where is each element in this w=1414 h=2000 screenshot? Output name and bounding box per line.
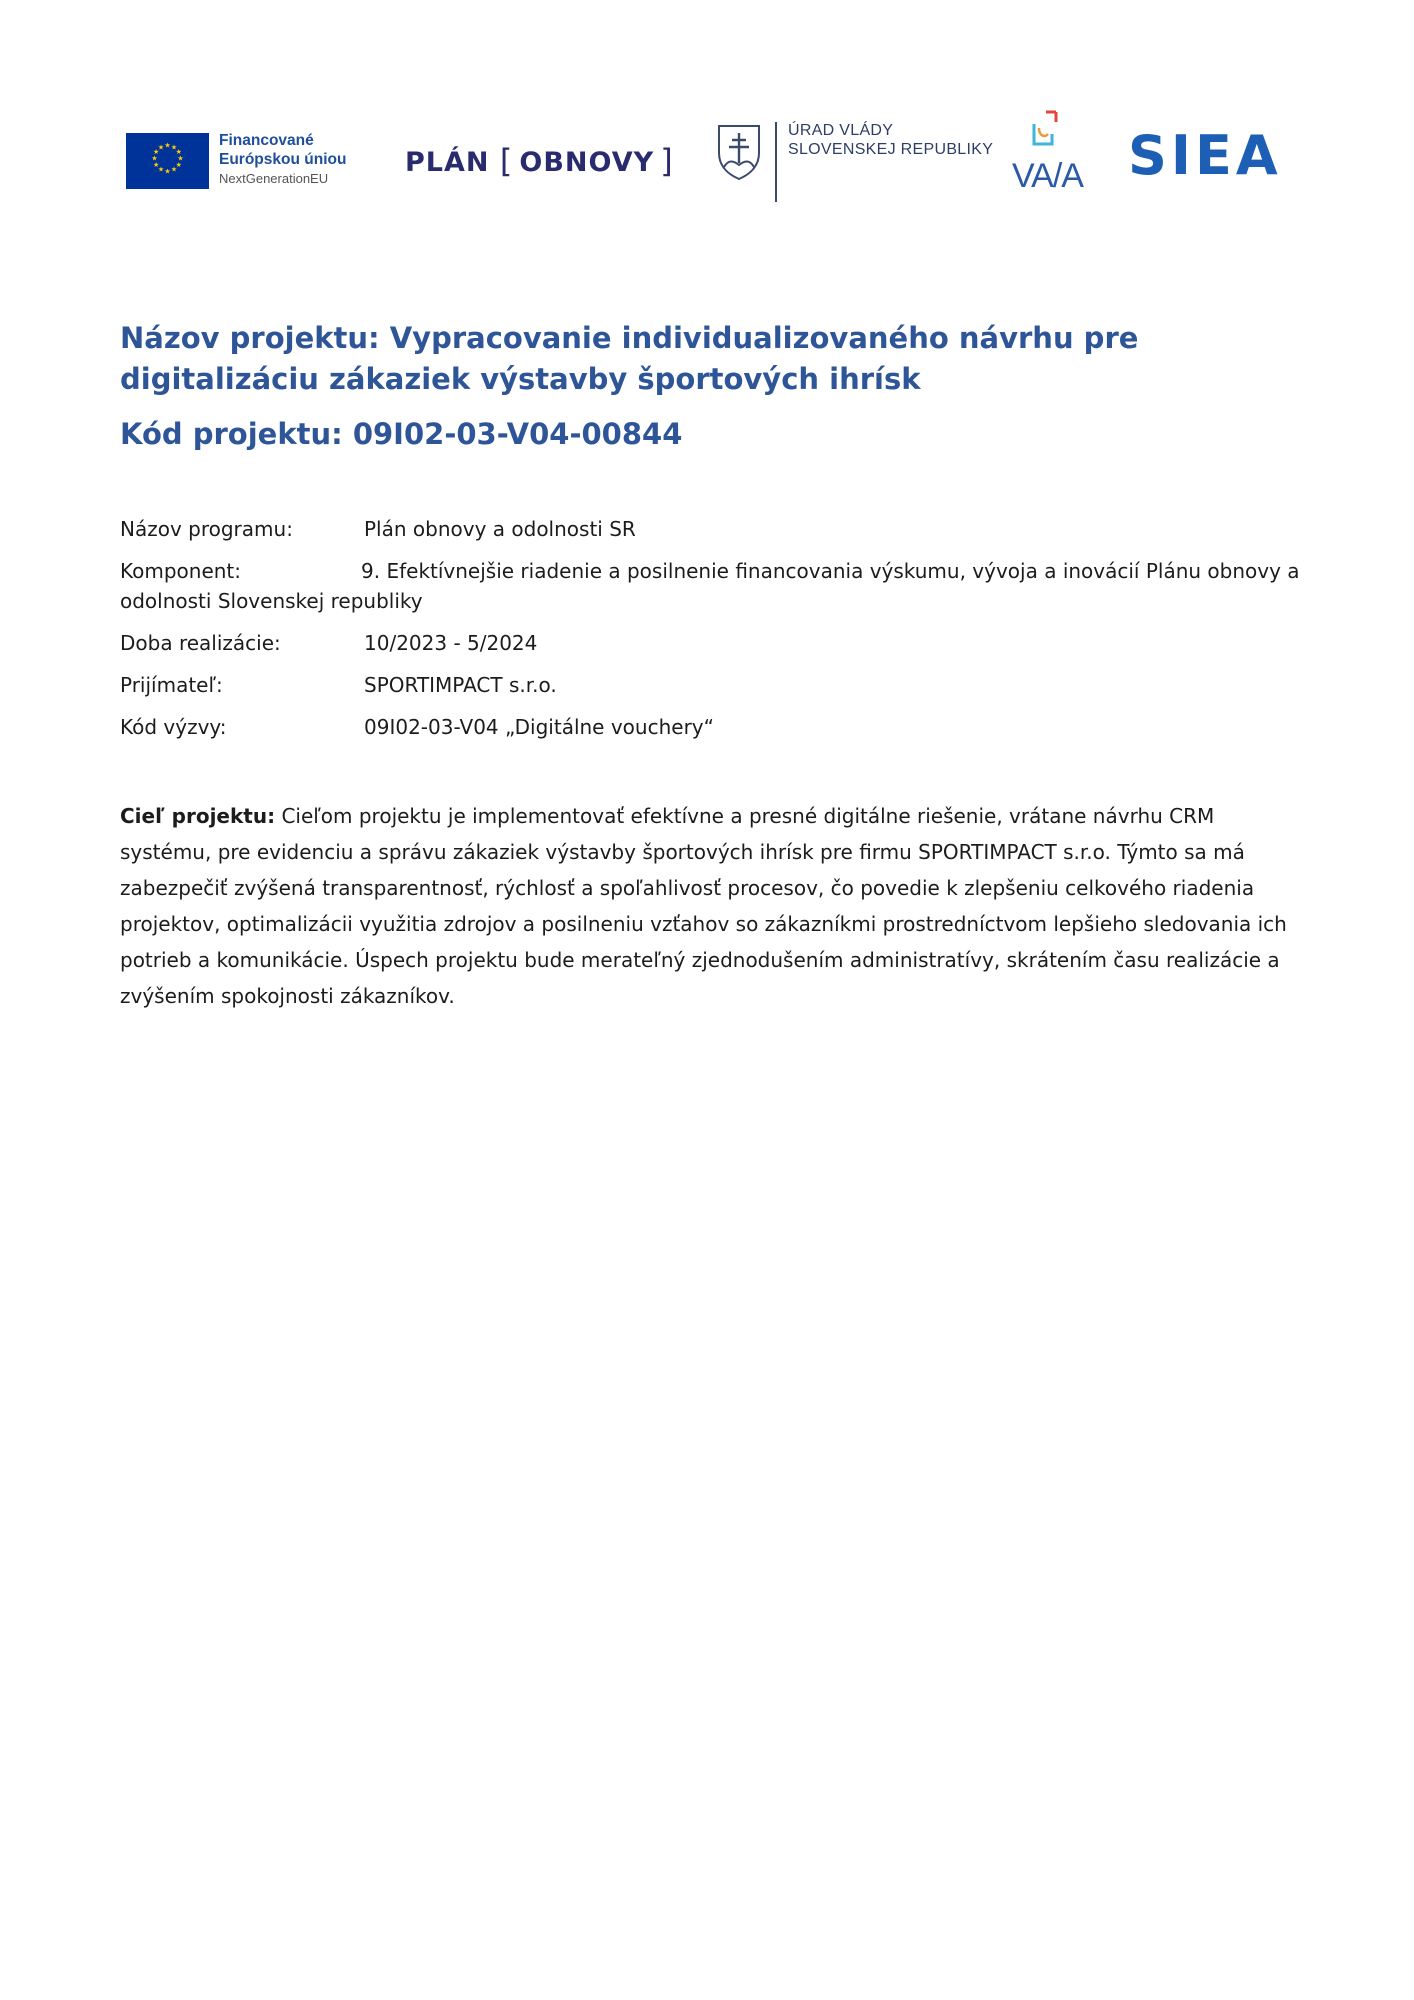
svg-text:★: ★ xyxy=(177,154,184,163)
project-info-list xyxy=(120,514,1300,754)
plan-logo-left: PLÁN xyxy=(405,147,490,178)
svg-text:★: ★ xyxy=(153,148,160,156)
title-block xyxy=(120,318,1300,455)
eu-flag-svg xyxy=(126,133,209,189)
info-row-program xyxy=(120,514,1300,544)
svg-text:★: ★ xyxy=(157,165,165,174)
info-row-recipient xyxy=(120,670,1300,700)
info-value: 09I02-03-V04 „Digitálne vouchery“ xyxy=(364,715,714,739)
eu-line-2: Európskou úniou xyxy=(219,151,347,168)
info-label: Kód výzvy: xyxy=(120,715,227,739)
plan-logo-bracket-close: ] xyxy=(660,142,674,180)
svg-text:★: ★ xyxy=(170,143,178,152)
urad-vlady-text xyxy=(788,121,993,159)
info-value: Plán obnovy a odolnosti SR xyxy=(364,517,636,541)
urad-divider xyxy=(775,122,777,202)
svg-text:★: ★ xyxy=(170,165,178,174)
goal-text: Cieľom projektu je implementovať efektívne a presné digitálne riešenie, vrátane návrhu CRM systému, pre evidenciu a správu zákaziek výstavby športových ihrísk pre firmu SPORTIMPACT s.r.o. Týmto sa má zabezpečiť zvýšená transparentnosť, rýchlosť a spoľahlivosť procesov, čo povedie k zlepšeniu celkového riadenia projektov, optimalizácii využitia zdrojov a posilneniu vzťahov so zákazníkmi prostredníctvom lepšieho sledovania ich potrieb a komunikácie. Úspech projektu bude merateľný zjednodušením administratívy, skrátením času realizácie a zvýšením spokojnosti zákazníkov. xyxy=(120,804,1287,1008)
info-value: 10/2023 - 5/2024 xyxy=(364,631,538,655)
svg-text:★: ★ xyxy=(151,154,158,163)
vaia-logo-text: VA/A xyxy=(1012,157,1083,195)
info-row-component xyxy=(120,556,1300,616)
svg-text:★: ★ xyxy=(164,141,171,150)
info-value: SPORTIMPACT s.r.o. xyxy=(364,673,557,697)
svg-text:★: ★ xyxy=(157,143,165,152)
info-label: Doba realizácie: xyxy=(120,631,281,655)
project-name-heading: Názov projektu: Vypracovanie individualizovaného návrhu pre digitalizáciu zákaziek výstavby športových ihrísk xyxy=(120,321,1139,396)
goal-label: Cieľ projektu: xyxy=(120,804,276,828)
svg-text:★: ★ xyxy=(153,161,160,169)
urad-line-1: ÚRAD VLÁDY xyxy=(788,122,894,139)
plan-logo-right: OBNOVY xyxy=(519,147,655,178)
info-label: Názov programu: xyxy=(120,517,293,541)
slovak-crest-icon xyxy=(716,123,762,181)
eu-funding-text xyxy=(219,131,346,189)
crest-svg xyxy=(716,123,762,181)
info-label: Prijímateľ: xyxy=(120,673,223,697)
project-goal-paragraph xyxy=(120,798,1300,1014)
plan-obnovy-logo xyxy=(405,138,674,185)
urad-line-2: SLOVENSKEJ REPUBLIKY xyxy=(788,141,994,158)
eu-flag-icon xyxy=(126,133,209,189)
eu-line-3: NextGenerationEU xyxy=(219,171,329,186)
info-row-call-code xyxy=(120,712,1300,742)
project-code-heading: Kód projektu: 09I02-03-V04-00844 xyxy=(120,417,683,451)
svg-text:★: ★ xyxy=(175,148,182,156)
info-value: 9. Efektívnejšie riadenie a posilnenie financovania výskumu, vývoja a inovácií Plánu obnovy a odolnosti Slovenskej republiky xyxy=(120,559,1300,613)
logos-header xyxy=(0,0,1414,220)
svg-text:★: ★ xyxy=(164,167,171,176)
eu-line-1: Financované xyxy=(219,132,314,149)
plan-logo-bracket-open: [ xyxy=(499,142,514,180)
info-label: Komponent: xyxy=(120,559,242,583)
svg-text:★: ★ xyxy=(175,161,182,169)
info-row-duration xyxy=(120,628,1300,658)
siea-logo: SIEA xyxy=(1128,124,1282,187)
